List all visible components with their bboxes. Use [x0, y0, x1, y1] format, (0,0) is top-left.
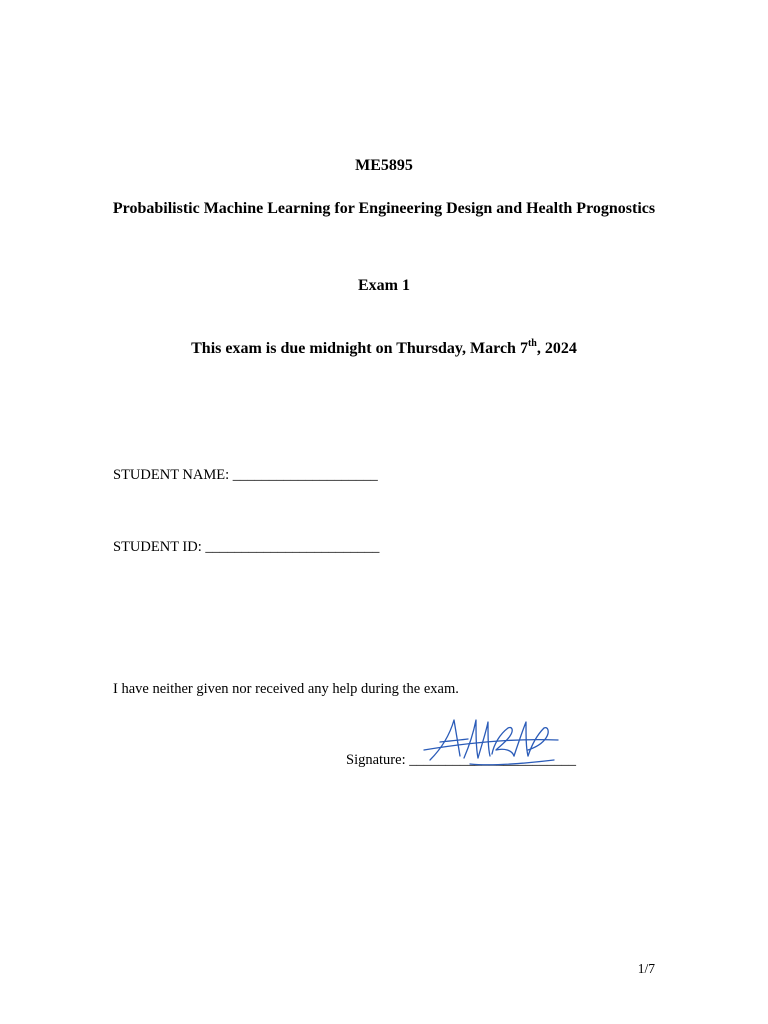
course-code: ME5895 — [355, 157, 413, 174]
student-name-field[interactable]: STUDENT NAME: ____________________ — [113, 467, 378, 483]
due-date-year: , 2024 — [536, 340, 577, 357]
exam-title: Exam 1 — [358, 277, 410, 294]
signature-field[interactable]: Signature: _______________________ — [346, 752, 576, 768]
honor-statement: I have neither given nor received any help during the exam. — [113, 681, 459, 697]
due-date-text: This exam is due midnight on Thursday, March 7 — [191, 340, 528, 357]
page-number: 1/7 — [637, 961, 655, 976]
signature-strokes — [424, 720, 558, 765]
due-date-line — [0, 339, 768, 359]
course-title: Probabilistic Machine Learning for Engineering Design and Health Prognostics — [112, 200, 656, 217]
student-id-field[interactable]: STUDENT ID: ________________________ — [113, 539, 380, 555]
signature-scrawl — [420, 714, 562, 772]
due-date-ordinal: th — [527, 337, 537, 349]
